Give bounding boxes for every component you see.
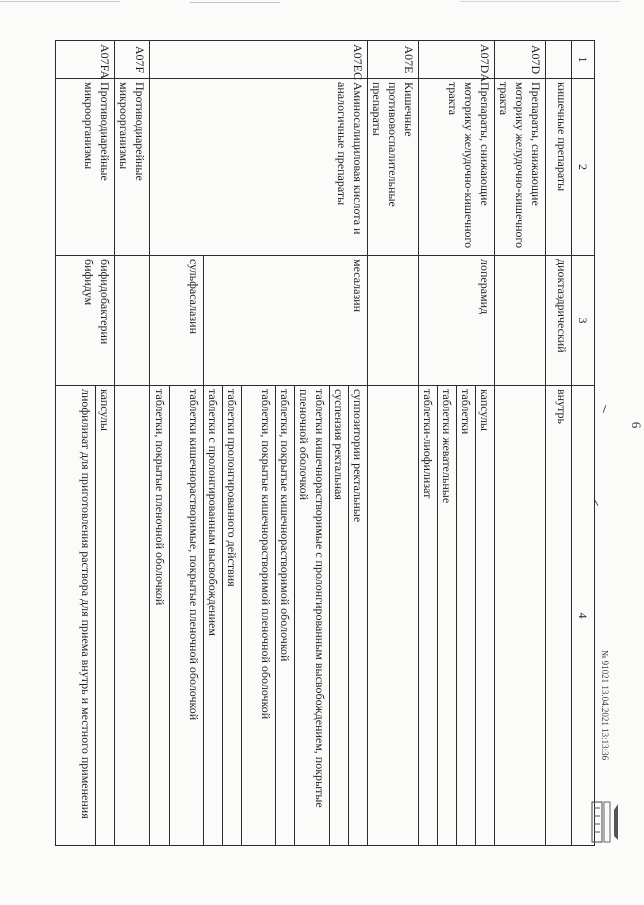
table-row <box>546 41 572 846</box>
dosage-form <box>368 386 419 846</box>
dosage-form: таблетки, покрытые кишечнорастворимой пленочной оболочкой <box>242 386 276 846</box>
drug-name: сульфасалазин <box>150 256 204 386</box>
atc-code: A07FA <box>56 41 115 79</box>
atc-code: A07D <box>495 41 546 79</box>
drug-name <box>368 256 419 386</box>
atc-code: A07DA <box>419 41 495 79</box>
drug-name: диоктаэдрический <box>546 256 572 386</box>
table-row <box>349 41 368 846</box>
dosage-form: таблетки, покрытые кишечнорастворимой оболочкой <box>276 386 295 846</box>
table-row <box>96 41 115 846</box>
scan-artifact <box>190 2 280 3</box>
group-name: кишечные препараты <box>546 79 572 256</box>
group-name: Противодиарейные микроорганизмы <box>56 79 115 256</box>
registration-stamp-icon <box>588 800 622 846</box>
dosage-form: суппозитории ректальные <box>349 386 368 846</box>
dosage-form <box>495 386 546 846</box>
pen-mark <box>603 405 607 413</box>
dosage-form: суспензия ректальная <box>330 386 349 846</box>
drug-table-frame <box>55 40 595 845</box>
header-col-1: 1 <box>572 41 595 79</box>
atc-code: A07F <box>115 41 150 79</box>
scan-artifact <box>0 1 120 2</box>
dosage-form: таблетки жевательные <box>438 386 457 846</box>
drug-name: лоперамид <box>419 256 495 386</box>
drug-name <box>115 256 150 386</box>
group-name: Препараты, снижающие моторику желудочно-кишечного тракта <box>419 79 495 256</box>
dosage-form: таблетки пролонгированного действия <box>223 386 242 846</box>
pen-mark <box>595 500 599 506</box>
table-row <box>476 41 495 846</box>
dosage-form: таблетки кишечнорастворимые, покрытые пленочной оболочкой <box>170 386 204 846</box>
dosage-form: таблетки-лиофилизат <box>419 386 438 846</box>
drug-name <box>495 256 546 386</box>
scan-artifact <box>460 1 620 2</box>
drug-name: бифидобактерии бифидум <box>56 256 115 386</box>
group-name: Кишечные противовоспалительные препараты <box>368 79 419 256</box>
drug-name: месалазин <box>204 256 368 386</box>
header-col-3: 3 <box>572 256 595 386</box>
group-name: Препараты, снижающие моторику желудочно-кишечного тракта <box>495 79 546 256</box>
dosage-form: таблетки с пролонгированным высвобождением <box>204 386 223 846</box>
table-row <box>115 41 150 846</box>
table-row <box>495 41 546 846</box>
page-number: 6 <box>629 421 644 429</box>
dosage-form: таблетки кишечнорастворимые с пролонгированным высвобождением, покрытые пленочной оболочкой <box>295 386 330 846</box>
table-header-row <box>572 41 595 846</box>
drug-table <box>55 40 595 846</box>
atc-code: A07EC <box>150 41 368 79</box>
dosage-form: лиофилизат для приготовления раствора для приема внутрь и местного применения <box>56 386 96 846</box>
dosage-form: капсулы <box>476 386 495 846</box>
dosage-form <box>115 386 150 846</box>
document-reference: № 91021 13.04.2021 13:13:36 <box>600 649 610 761</box>
header-col-4: 4 <box>572 386 595 846</box>
dosage-form: таблетки <box>457 386 476 846</box>
atc-code: A07E <box>368 41 419 79</box>
group-name: Противодиарейные микроорганизмы <box>115 79 150 256</box>
group-name: Аминосалициловая кислота и аналогичные препараты <box>150 79 368 256</box>
table-row <box>368 41 419 846</box>
header-col-2: 2 <box>572 79 595 256</box>
dosage-form: внутрь <box>546 386 572 846</box>
atc-code <box>546 41 572 79</box>
dosage-form: таблетки, покрытые пленочной оболочкой <box>150 386 170 846</box>
dosage-form: капсулы <box>96 386 115 846</box>
